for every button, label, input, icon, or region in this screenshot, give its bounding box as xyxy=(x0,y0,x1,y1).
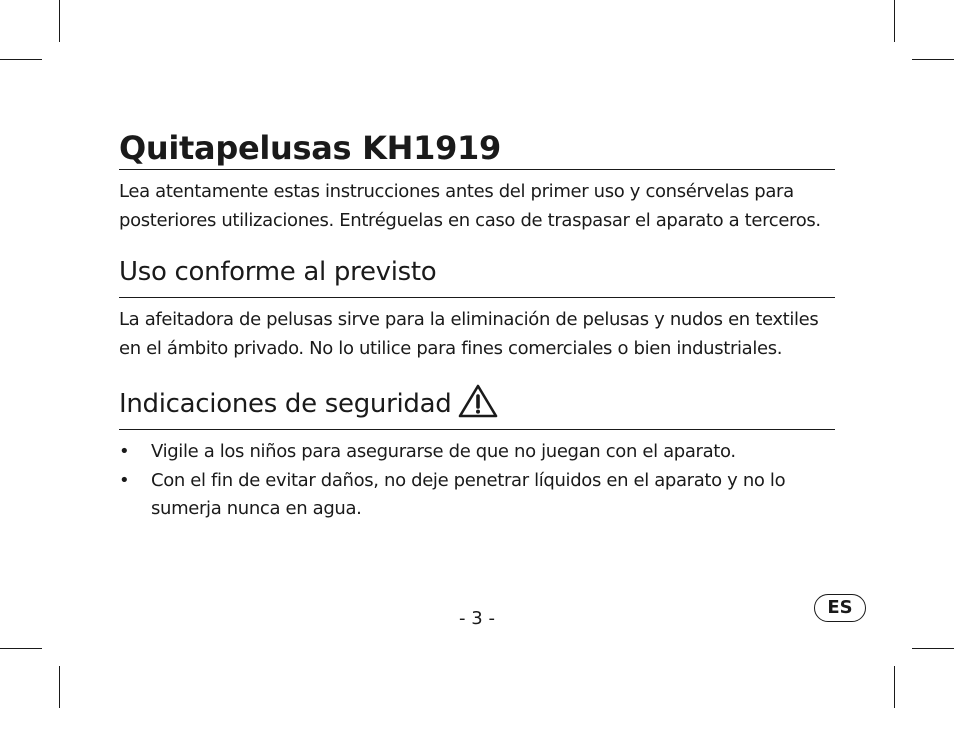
safety-bullet-list xyxy=(119,438,835,524)
crop-mark-top-left-horizontal xyxy=(0,59,42,60)
bullet-symbol: • xyxy=(119,469,130,491)
page-number: - 3 - xyxy=(459,608,495,629)
crop-mark-top-right-horizontal xyxy=(912,59,954,60)
language-badge: ES xyxy=(814,594,866,622)
section-heading-intended-use xyxy=(119,255,835,298)
warning-triangle-icon xyxy=(457,383,499,419)
crop-mark-top-right-vertical xyxy=(894,0,895,42)
list-item-text: Con el fin de evitar daños, no deje penetrar líquidos en el aparato y no lo sumerja nunca en agua. xyxy=(151,469,786,519)
list-item xyxy=(119,467,835,524)
intended-use-paragraph: La afeitadora de pelusas sirve para la eliminación de pelusas y nudos en textiles en el ámbito privado. No lo utilice para fines comerciales o bien industriales. xyxy=(119,309,819,359)
crop-mark-bottom-left-horizontal xyxy=(0,648,42,649)
document-content xyxy=(119,128,835,524)
crop-mark-bottom-right-vertical xyxy=(894,666,895,708)
list-item xyxy=(119,438,835,467)
section-heading-safety xyxy=(119,383,835,430)
list-item-text: Vigile a los niños para asegurarse de que no juegan con el aparato. xyxy=(151,441,736,462)
crop-mark-bottom-left-vertical xyxy=(59,666,60,708)
section-heading-intended-use-label: Uso conforme al previsto xyxy=(119,257,437,287)
crop-mark-top-left-vertical xyxy=(59,0,60,42)
section-heading-safety-label: Indicaciones de seguridad xyxy=(119,389,452,419)
intro-paragraph: Lea atentamente estas instrucciones antes del primer uso y consérvelas para posteriores utilizaciones. Entréguelas en caso de traspasar el aparato a terceros. xyxy=(119,181,821,231)
crop-mark-bottom-right-horizontal xyxy=(912,648,954,649)
bullet-symbol: • xyxy=(119,441,130,462)
page-title: Quitapelusas KH1919 xyxy=(119,128,835,170)
